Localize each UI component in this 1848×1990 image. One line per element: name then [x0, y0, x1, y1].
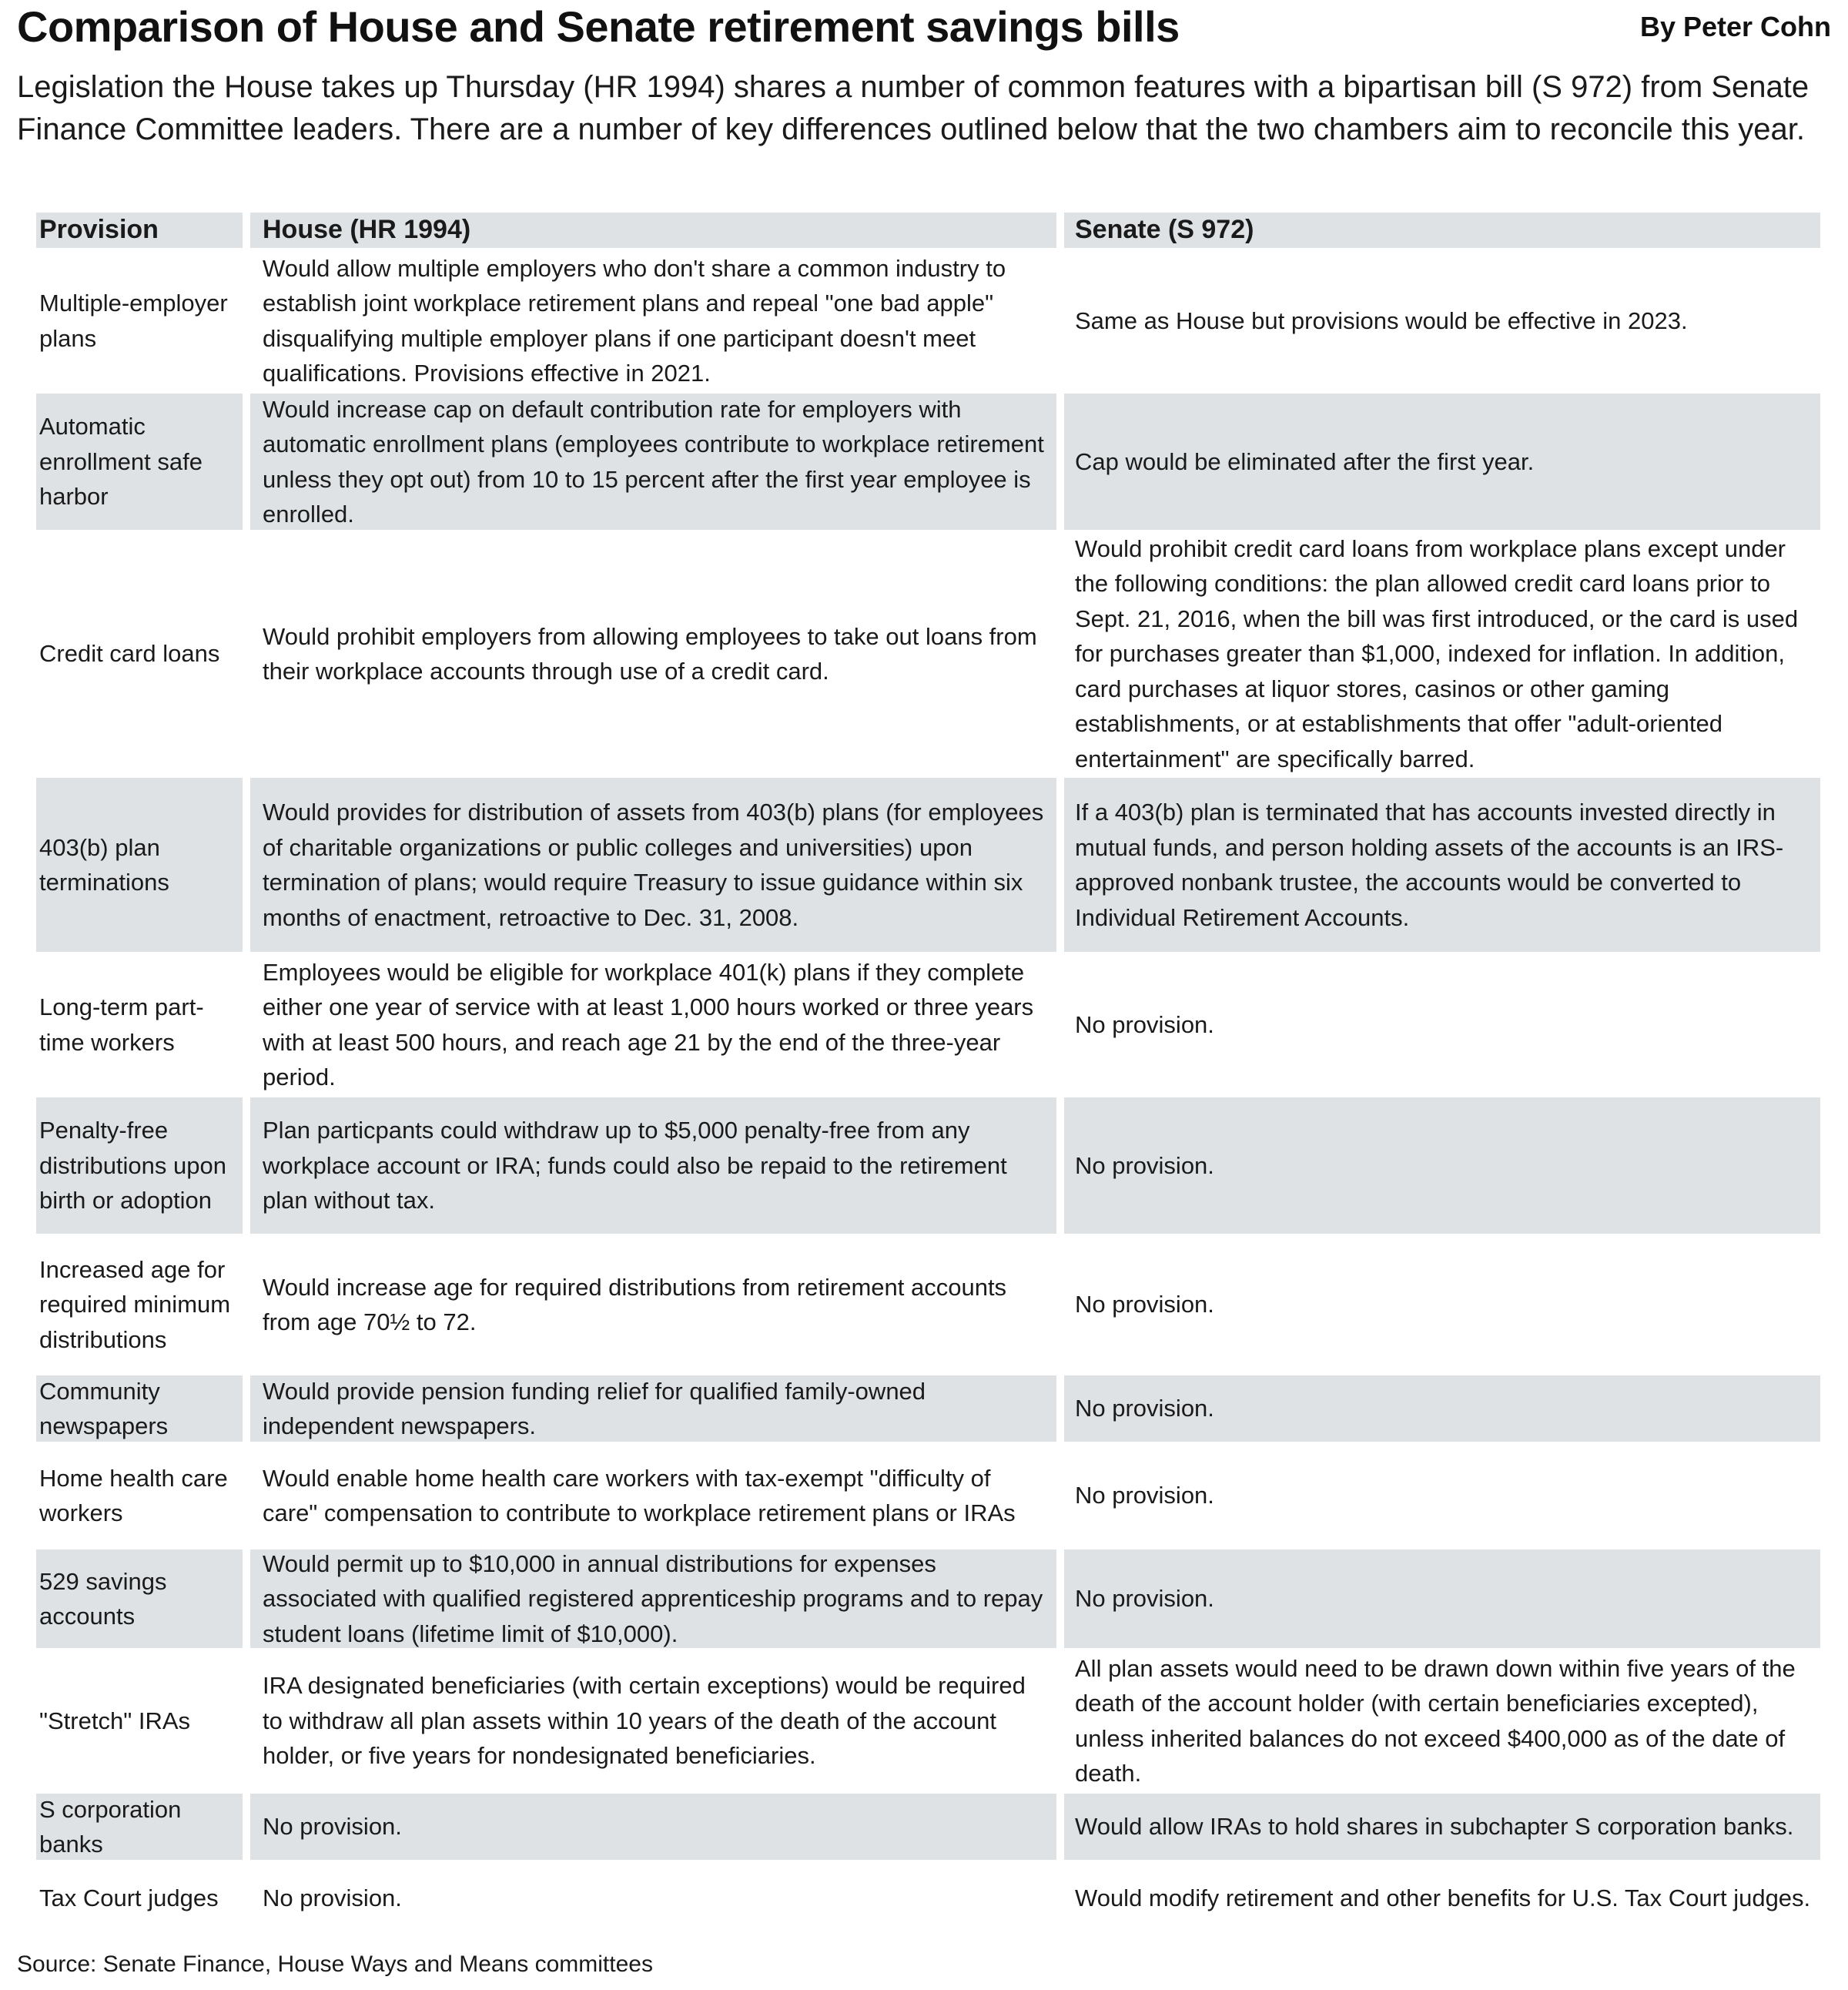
table-row-senate: Same as House but provisions would be effective in 2023. [1075, 307, 1688, 334]
table-row-house: No provision. [250, 1794, 1056, 1860]
table-row-house: Would increase cap on default contribution rate for employers with automatic enrollment plans (employees contribute to workplace retirement unless they opt out) from 10 to 15 percent after the first year employee is enrolled. [250, 394, 1056, 530]
table-row-senate: Would prohibit credit card loans from workplace plans except under the following conditions: the plan allowed credit card loans prior to Sept. 21, 2016, when the bill was first introduced, or the card is used for purchases greater than $1,000, indexed for inflation. In addition, card purchases at liquor stores, casinos or other gaming establishments, or at establishments that offer "adult-oriented entertainment" are specifically barred. [1075, 534, 1799, 772]
table-row-provision: S corporation banks [36, 1794, 243, 1860]
source-note: Source: Senate Finance, House Ways and Means committees [17, 1951, 653, 1977]
table-row-house: Employees would be eligible for workplace 401(k) plans if they complete either one year of service with at least 1,000 hours worked or three years with at least 500 hours, and reach age 21 by the end of the three-year period. [263, 958, 1034, 1090]
table-row-provision: Penalty-free distributions upon birth or adoption [36, 1097, 243, 1234]
table-row-provision: 529 savings accounts [36, 1549, 243, 1648]
page-title: Comparison of House and Senate retirement savings bills [17, 2, 1180, 51]
table-row-senate: If a 403(b) plan is terminated that has accounts invested directly in mutual funds, and person holding assets of the accounts is an IRS-approved nonbank trustee, the accounts would be converted to Individual Retirement Accounts. [1064, 778, 1820, 952]
table-row-provision: Increased age for required minimum distributions [39, 1255, 231, 1353]
column-header-senate: Senate (S 972) [1064, 213, 1820, 248]
intro-paragraph: Legislation the House takes up Thursday (HR 1994) shares a number of common features with a bipartisan bill (S 972) from Senate Finance Committee leaders. There are a number of key differences outlined below that the two chambers aim to reconcile this year. [17, 70, 1810, 146]
table-row-senate: No provision. [1075, 1482, 1214, 1509]
table-row-senate: Would allow IRAs to hold shares in subchapter S corporation banks. [1064, 1794, 1820, 1860]
byline: By Peter Cohn [1639, 11, 1831, 42]
table-row-house: Would enable home health care workers with tax-exempt "difficulty of care" compensation to contribute to workplace retirement plans or IRAs [263, 1464, 1016, 1526]
table-row-provision: Tax Court judges [39, 1884, 219, 1912]
table-row-senate: No provision. [1064, 1375, 1820, 1442]
table-row-house: Would increase age for required distributions from retirement accounts from age 70½ to 72. [263, 1273, 1007, 1335]
table-row-provision: 403(b) plan terminations [36, 778, 243, 952]
table-row-house: Would provide pension funding relief for qualified family-owned independent newspapers. [250, 1375, 1056, 1442]
table-row-house: Would provides for distribution of assets from 403(b) plans (for employees of charitable organizations or public colleges and universities) upon termination of plans; would require Treasury to issue guidance within six months of enactment, retroactive to Dec. 31, 2008. [250, 778, 1056, 952]
table-row-senate: Would modify retirement and other benefits for U.S. Tax Court judges. [1075, 1884, 1811, 1912]
table-row-house: Would allow multiple employers who don't share a common industry to establish joint workplace retirement plans and repeal "one bad apple" disqualifying multiple employer plans if one participant doesn't meet qualifications. Provisions effective in 2021. [263, 254, 1006, 387]
table-row-house: No provision. [263, 1884, 402, 1912]
column-header-house: House (HR 1994) [250, 213, 1056, 248]
table-row-provision: Automatic enrollment safe harbor [36, 394, 243, 530]
column-header-provision: Provision [36, 213, 243, 248]
table-row-senate: All plan assets would need to be drawn down within five years of the death of the account holder (with certain beneficiaries excepted), unless inherited balances do not exceed $400,000 as of the date of death. [1075, 1654, 1796, 1787]
table-row-house: IRA designated beneficiaries (with certain exceptions) would be required to withdraw all plan assets within 10 years of the death of the account holder, or five years for nondesignated beneficiaries. [263, 1672, 1026, 1770]
table-row-house: Plan particpants could withdraw up to $5,000 penalty-free from any workplace account or IRA; funds could also be repaid to the retirement plan without tax. [250, 1097, 1056, 1234]
table-row-senate: Cap would be eliminated after the first year. [1064, 394, 1820, 530]
table-row-senate: No provision. [1064, 1097, 1820, 1234]
table-row-provision: Multiple-employer plans [39, 290, 228, 352]
table-row-senate: No provision. [1075, 1291, 1214, 1318]
table-row-provision: Credit card loans [39, 640, 220, 668]
table-row-provision: "Stretch" IRAs [39, 1707, 191, 1734]
table-row-house: Would permit up to $10,000 in annual distributions for expenses associated with qualified registered apprenticeship programs and to repay student loans (lifetime limit of $10,000). [250, 1549, 1056, 1648]
comparison-table [36, 213, 1820, 1932]
table-row-senate: No provision. [1075, 1010, 1214, 1038]
table-row-senate: No provision. [1064, 1549, 1820, 1648]
table-row-provision: Long-term part-time workers [39, 993, 204, 1056]
table-row-provision: Home health care workers [39, 1464, 228, 1526]
table-row-provision: Community newspapers [36, 1375, 243, 1442]
table-row-house: Would prohibit employers from allowing employees to take out loans from their workplace accounts through use of a credit card. [263, 622, 1037, 685]
